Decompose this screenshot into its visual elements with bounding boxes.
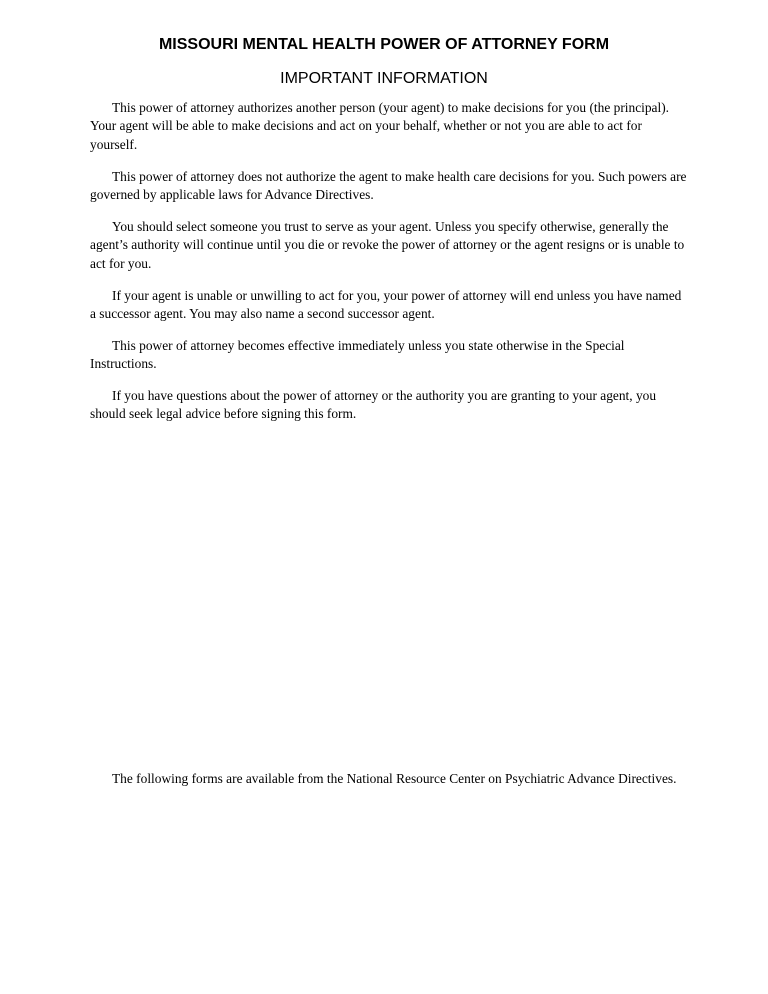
paragraph-forms-available: The following forms are available from the National Resource Center on Psychiatric Advance Directives.: [112, 771, 677, 786]
paragraph-health-care-limit: This power of attorney does not authorize the agent to make health care decisions for you. Such powers are governed by applicable laws for Advance Directives.: [90, 169, 687, 203]
paragraph-legal-advice: If you have questions about the power of attorney or the authority you are granting to your agent, you should seek legal advice before signing this form.: [90, 388, 657, 422]
paragraph-effective-date: This power of attorney becomes effective immediately unless you state otherwise in the Special Instructions.: [90, 338, 625, 372]
document-title: MISSOURI MENTAL HEALTH POWER OF ATTORNEY FORM: [158, 36, 610, 53]
paragraph-agent-authorization: This power of attorney authorizes another person (your agent) to make decisions for you (the principal). Your agent will be able to make decisions and act on your behalf, whether or not you are able to act for yourself.: [90, 100, 670, 152]
paragraph-successor-agent: If your agent is unable or unwilling to act for you, your power of attorney will end unless you have named a successor agent. You may also name a second successor agent.: [90, 288, 682, 322]
paragraph-select-agent: You should select someone you trust to serve as your agent. Unless you specify otherwise, generally the agent’s authority will continue until you die or revoke the power of attorney or the agent resigns or is unable to act for you.: [90, 219, 685, 271]
section-heading: IMPORTANT INFORMATION: [280, 70, 488, 87]
